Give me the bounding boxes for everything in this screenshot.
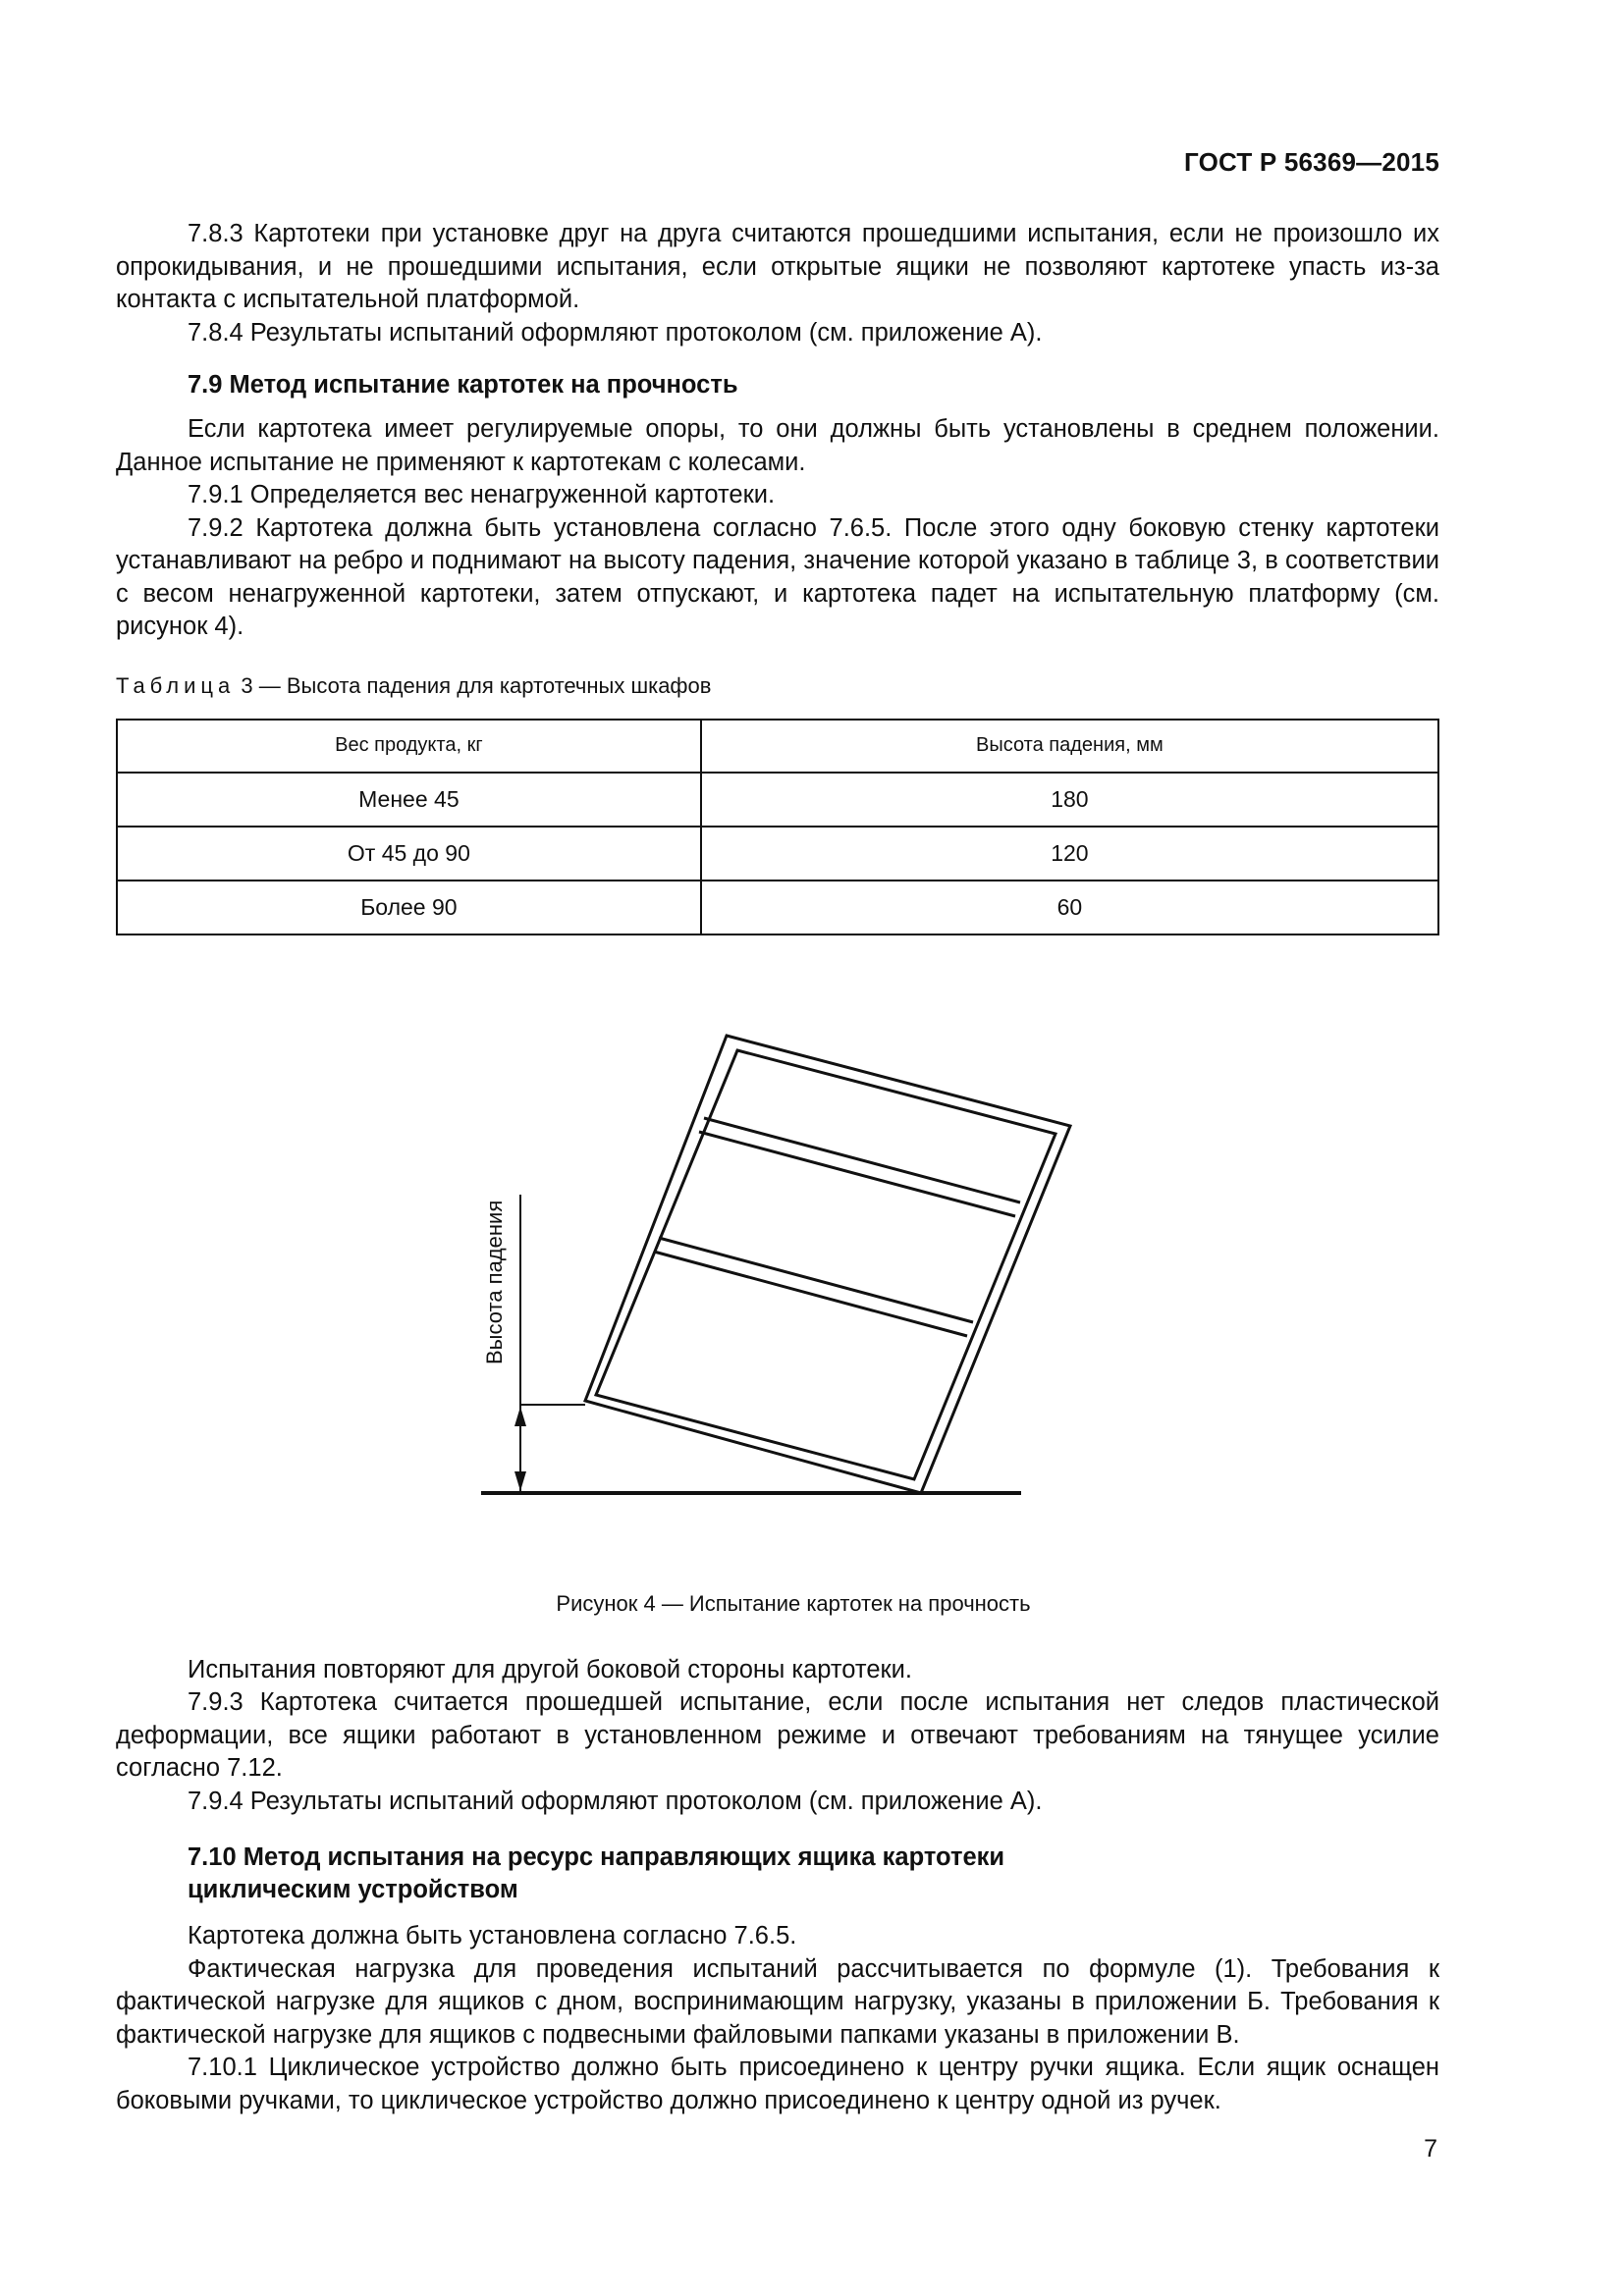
arrow-up-icon — [514, 1407, 526, 1426]
paragraph-7-9-4: 7.9.4 Результаты испытаний оформляют протоколом (см. приложение А). — [188, 1787, 1043, 1815]
paragraph-7-10-1: 7.10.1 Циклическое устройство должно быть присоединено к центру ручки ящика. Если ящик оснащен боковыми ручками, то циклическое устройство должно присоединено к центру одной из ручек. — [116, 2054, 1439, 2114]
header-weight: Вес продукта, кг — [117, 720, 701, 773]
cell-weight: Менее 45 — [117, 773, 701, 827]
table-caption-label: Таблица — [116, 672, 236, 698]
table-row — [117, 827, 1438, 881]
table-caption — [116, 671, 1439, 701]
cell-weight: От 45 до 90 — [117, 827, 701, 881]
table-row — [117, 881, 1438, 934]
drop-height-table — [116, 719, 1439, 935]
table-caption-text: 3 — Высота падения для картотечных шкафов — [241, 672, 712, 698]
cabinet-drop-diagram — [116, 967, 1439, 1585]
paragraph-supports: Если картотека имеет регулируемые опоры, то они должны быть установлены в среднем положении. Данное испытание не применяют к картотекам с колесами. — [116, 415, 1439, 476]
heading-line-2: циклическим устройством — [188, 1876, 518, 1903]
heading-line-1: 7.10 Метод испытания на ресурс направляющих ящика картотеки — [188, 1843, 1005, 1871]
paragraph-7-9-2: 7.9.2 Картотека должна быть установлена согласно 7.6.5. После этого одну боковую стенку картотеки устанавливают на ребро и поднимают на высоту падения, значение которой указано в таблице 3, в соответствии с весом ненагруженной картотеки, затем отпускают, и картотека падет на испытательную платформу (см. рисунок 4). — [116, 513, 1439, 640]
paragraph-7-8-4: 7.8.4 Результаты испытаний оформляют протоколом (см. приложение А). — [188, 318, 1043, 347]
cell-height: 60 — [701, 881, 1438, 934]
table-row — [117, 773, 1438, 827]
paragraph-7-9-1: 7.9.1 Определяется вес ненагруженной картотеки. — [188, 481, 776, 508]
shelf-2 — [659, 1238, 973, 1322]
paragraph-7-9-3: 7.9.3 Картотека считается прошедшей испытание, если после испытания нет следов пластической деформации, все ящики работают в установленном режиме и отвечают требованиям на тянущее усилие согласно 7.12. — [116, 1688, 1439, 1782]
header-drop-height: Высота падения, мм — [701, 720, 1438, 773]
paragraph-installation: Картотека должна быть установлена согласно 7.6.5. — [188, 1922, 797, 1949]
page-number: 7 — [1424, 2135, 1437, 2163]
table-header-row — [117, 720, 1438, 773]
section-heading-7-10 — [116, 1842, 1439, 1906]
arrow-down-icon — [514, 1471, 526, 1491]
paragraph-repeat-test: Испытания повторяют для другой боковой стороны картотеки. — [188, 1655, 912, 1683]
shelf-1 — [704, 1118, 1020, 1202]
paragraph-actual-load: Фактическая нагрузка для проведения испытаний рассчитывается по формуле (1). Требования к фактической нагрузке для ящиков с дном, воспринимающим нагрузку, указаны в приложении Б. Требования к фактической нагрузке для ящиков с подвесными файловыми папками указаны в приложении В. — [116, 1954, 1439, 2049]
figure-4-cabinet-drop — [116, 967, 1439, 1585]
document-code: ГОСТ Р 56369—2015 — [1184, 147, 1439, 177]
page-content — [116, 218, 1439, 2117]
cell-weight: Более 90 — [117, 881, 701, 934]
paragraph-7-8-3: 7.8.3 Картотеки при установке друг на друга считаются прошедшими испытания, если не произошло их опрокидывания, и не прошедшими испытания, если открытые ящики не позволяют картотеке упасть из-за контакта с испытательной платформой. — [116, 220, 1439, 313]
cabinet-inner-frame — [596, 1050, 1056, 1479]
cell-height: 120 — [701, 827, 1438, 881]
drop-height-label: Высота падения — [482, 1200, 507, 1364]
cell-height: 180 — [701, 773, 1438, 827]
figure-caption: Рисунок 4 — Испытание картотек на прочность — [556, 1590, 1031, 1616]
section-heading-7-9: 7.9 Метод испытание картотек на прочность — [188, 371, 738, 399]
cabinet-outer-frame — [585, 1036, 1070, 1493]
